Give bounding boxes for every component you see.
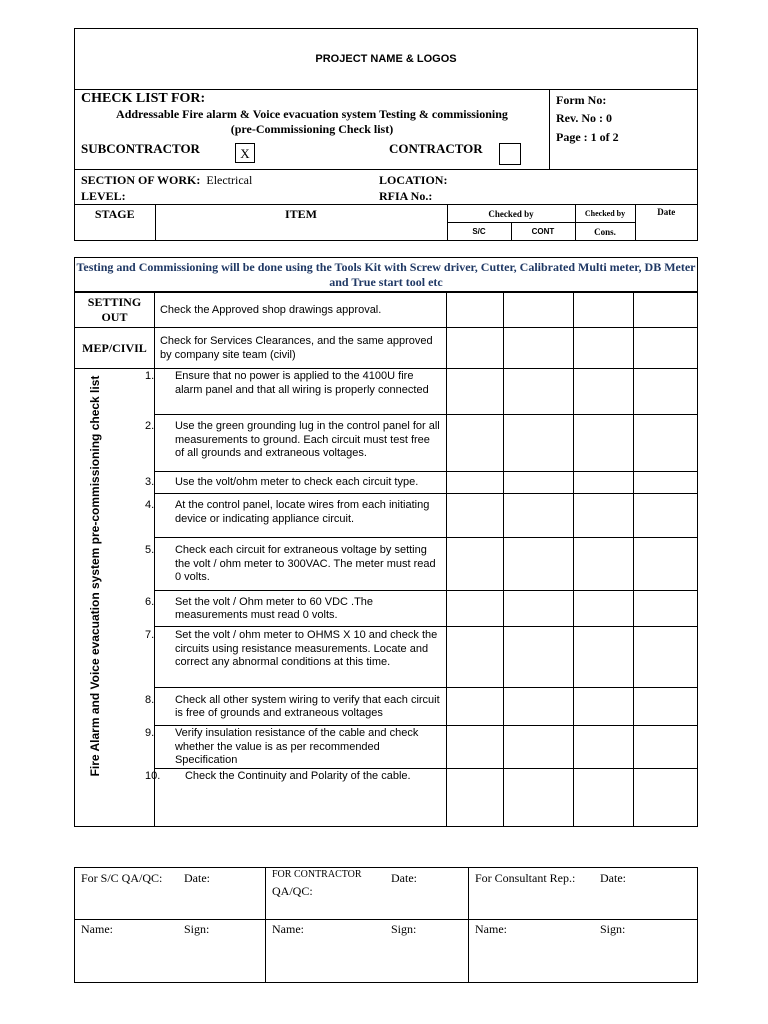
table-row: [75, 415, 698, 472]
check-cell[interactable]: [504, 627, 574, 688]
list-item: [144, 768, 446, 826]
check-cell[interactable]: [504, 591, 574, 627]
item-number: 10.: [144, 769, 161, 782]
item-setting-out: Check the Approved shop drawings approval.: [154, 293, 446, 328]
date-cell[interactable]: [634, 472, 698, 494]
check-cell[interactable]: [446, 328, 504, 369]
check-cell[interactable]: [446, 688, 504, 726]
check-cell[interactable]: [574, 494, 634, 538]
party-row: [75, 137, 549, 169]
check-cell[interactable]: [504, 472, 574, 494]
cont-header: CONT: [511, 223, 575, 241]
check-cell[interactable]: [504, 369, 574, 415]
sc-sign-label: Sign:: [184, 922, 210, 936]
table-row: [75, 627, 698, 688]
date-cell[interactable]: [634, 415, 698, 472]
list-item: [144, 369, 446, 415]
check-cell[interactable]: [574, 591, 634, 627]
date-cell[interactable]: [634, 293, 698, 328]
location-label: LOCATION:: [379, 173, 448, 187]
divider: [75, 169, 697, 170]
stage-mep-civil: MEP/CIVIL: [75, 328, 155, 369]
level-label: LEVEL:: [81, 189, 126, 203]
form-header: [74, 28, 698, 241]
cons-header: Cons.: [575, 223, 635, 241]
check-cell[interactable]: [574, 369, 634, 415]
date-cell[interactable]: [634, 688, 698, 726]
consultant-name-label: Name:: [475, 922, 507, 936]
check-cell[interactable]: [574, 472, 634, 494]
check-cell[interactable]: [446, 627, 504, 688]
list-item: [144, 538, 446, 591]
checked-by-header-2: Checked by: [575, 205, 635, 223]
check-cell[interactable]: [446, 293, 504, 328]
sc-name-label: Name:: [81, 922, 113, 936]
date-cell[interactable]: [634, 591, 698, 627]
section-label: SECTION OF WORK:: [81, 173, 201, 187]
rev-no: Rev. No : 0: [556, 111, 612, 125]
checklist-table: [74, 292, 698, 827]
check-cell[interactable]: [446, 591, 504, 627]
project-name-logos: PROJECT NAME & LOGOS: [75, 29, 697, 90]
check-cell[interactable]: [574, 726, 634, 769]
check-cell[interactable]: [504, 293, 574, 328]
check-cell[interactable]: [574, 328, 634, 369]
subcontractor-label: SUBCONTRACTOR: [81, 141, 200, 156]
divider: [75, 919, 697, 920]
table-row: [75, 688, 698, 726]
table-row: [75, 726, 698, 769]
contractor-sign-label: Sign:: [391, 922, 417, 936]
item-number: 6.: [144, 595, 155, 608]
sc-header: S/C: [447, 223, 511, 241]
page-number: Page : 1 of 2: [556, 130, 619, 144]
contractor-qaqc-label-2: QA/QC:: [272, 884, 313, 898]
checklist-subtitle-2: (pre-Commissioning Check list): [230, 122, 394, 136]
table-row: [75, 293, 698, 328]
date-cell[interactable]: [634, 726, 698, 769]
check-cell[interactable]: [574, 538, 634, 591]
item-mep-civil: Check for Services Clearances, and the same approved by company site team (civil): [154, 328, 446, 369]
item-text: Use the green grounding lug in the control panel for all measurements to ground. Each circuit must test free of all grounds and extraneous voltages.: [174, 420, 440, 459]
date-cell[interactable]: [634, 369, 698, 415]
item-number: 9.: [144, 727, 155, 739]
item-header: ITEM: [155, 205, 447, 241]
check-cell[interactable]: [446, 472, 504, 494]
item-number: 7.: [144, 629, 155, 641]
check-cell[interactable]: [574, 627, 634, 688]
vertical-stage-label: Fire Alarm and Voice evacuation system pre-commissioning check list: [88, 375, 102, 777]
check-cell[interactable]: [446, 726, 504, 769]
item-text: Set the volt / ohm meter to OHMS X 10 and check the circuits using resistance measurements. Locate and correct any abnormal conditions at this time.: [174, 629, 438, 668]
item-text: Use the volt/ohm meter to check each circuit type.: [174, 476, 419, 489]
sc-date-label: Date:: [184, 871, 210, 885]
item-text: Check all other system wiring to verify that each circuit is free of grounds and extraneous voltages: [174, 693, 440, 719]
table-row: [75, 369, 698, 415]
sc-qaqc-label: For S/C QA/QC:: [81, 871, 163, 885]
item-number: 5.: [144, 544, 155, 557]
checked-by-header: Checked by: [447, 205, 575, 223]
checklist-body: [74, 257, 698, 829]
list-item: [144, 591, 446, 627]
check-cell[interactable]: [504, 688, 574, 726]
list-item: [144, 494, 446, 538]
list-item: [144, 627, 446, 688]
divider: [468, 868, 469, 982]
section-of-work: [81, 173, 252, 188]
contractor-qaqc-label: FOR CONTRACTOR: [272, 869, 362, 880]
contractor-label: CONTRACTOR: [389, 141, 483, 156]
check-cell[interactable]: [446, 415, 504, 472]
check-cell[interactable]: [446, 494, 504, 538]
signature-footer: [74, 867, 698, 983]
stage-header: STAGE: [75, 205, 155, 241]
table-row: [75, 768, 698, 826]
form-info: [549, 89, 698, 169]
item-number: 2.: [144, 420, 155, 432]
check-cell[interactable]: [446, 369, 504, 415]
check-cell[interactable]: [574, 415, 634, 472]
contractor-name-label: Name:: [272, 922, 304, 936]
form-no: Form No:: [556, 93, 607, 107]
check-cell[interactable]: [504, 538, 574, 591]
check-cell[interactable]: [446, 768, 504, 826]
list-item: [144, 688, 446, 726]
check-cell[interactable]: [574, 688, 634, 726]
table-row: [75, 328, 698, 369]
item-text: Ensure that no power is applied to the 4100U fire alarm panel and that all wiring is properly connected: [174, 370, 429, 396]
subcontractor-checkbox[interactable]: X: [235, 143, 255, 163]
check-cell[interactable]: [504, 726, 574, 769]
stage-setting-out: SETTING OUT: [75, 293, 155, 328]
table-row: [75, 494, 698, 538]
table-row: [75, 591, 698, 627]
stage-precommissioning: [75, 369, 155, 827]
item-text: Verify insulation resistance of the cable and check whether the value is as per recommended Specification: [174, 727, 419, 766]
item-number: 4.: [144, 499, 155, 511]
consultant-sign-label: Sign:: [600, 922, 626, 936]
check-cell[interactable]: [446, 538, 504, 591]
date-cell[interactable]: [634, 768, 698, 826]
date-cell[interactable]: [634, 328, 698, 369]
date-cell[interactable]: [634, 538, 698, 591]
table-row: [75, 472, 698, 494]
item-number: 3.: [144, 476, 155, 489]
list-item: [144, 415, 446, 472]
date-header: Date: [635, 205, 697, 241]
item-number: 1.: [144, 370, 155, 382]
contractor-checkbox[interactable]: [499, 143, 521, 165]
check-cell[interactable]: [574, 768, 634, 826]
item-text: Check each circuit for extraneous voltage by setting the volt / ohm meter to 300VAC. The meter must read 0 volts.: [174, 544, 436, 584]
list-item: [144, 726, 446, 769]
check-cell[interactable]: [504, 768, 574, 826]
item-text: Check the Continuity and Polarity of the cable.: [184, 769, 411, 782]
checklist-subtitle: Addressable Fire alarm & Voice evacuation system Testing & commissioning: [116, 107, 508, 121]
divider: [265, 868, 266, 982]
section-value: Electrical: [206, 173, 253, 187]
check-cell[interactable]: [504, 415, 574, 472]
check-cell[interactable]: [574, 293, 634, 328]
tools-intro: Testing and Commissioning will be done using the Tools Kit with Screw driver, Cutter, Calibrated Multi meter, DB Meter and True start tool etc: [74, 257, 698, 292]
check-cell[interactable]: [504, 328, 574, 369]
rfia-label: RFIA No.:: [379, 189, 433, 203]
item-text: At the control panel, locate wires from each initiating device or indicating appliance circuit.: [174, 499, 430, 525]
checklist-title: CHECK LIST FOR:: [81, 91, 206, 106]
item-text: Set the volt / Ohm meter to 60 VDC .The measurements must read 0 volts.: [174, 595, 374, 621]
date-cell[interactable]: [634, 627, 698, 688]
item-number: 8.: [144, 693, 155, 706]
consultant-date-label: Date:: [600, 871, 626, 885]
list-item: [144, 472, 446, 494]
consultant-label: For Consultant Rep.:: [475, 871, 576, 885]
check-cell[interactable]: [504, 494, 574, 538]
contractor-date-label: Date:: [391, 871, 417, 885]
table-row: [75, 538, 698, 591]
stage-header-table: [75, 204, 697, 241]
date-cell[interactable]: [634, 494, 698, 538]
